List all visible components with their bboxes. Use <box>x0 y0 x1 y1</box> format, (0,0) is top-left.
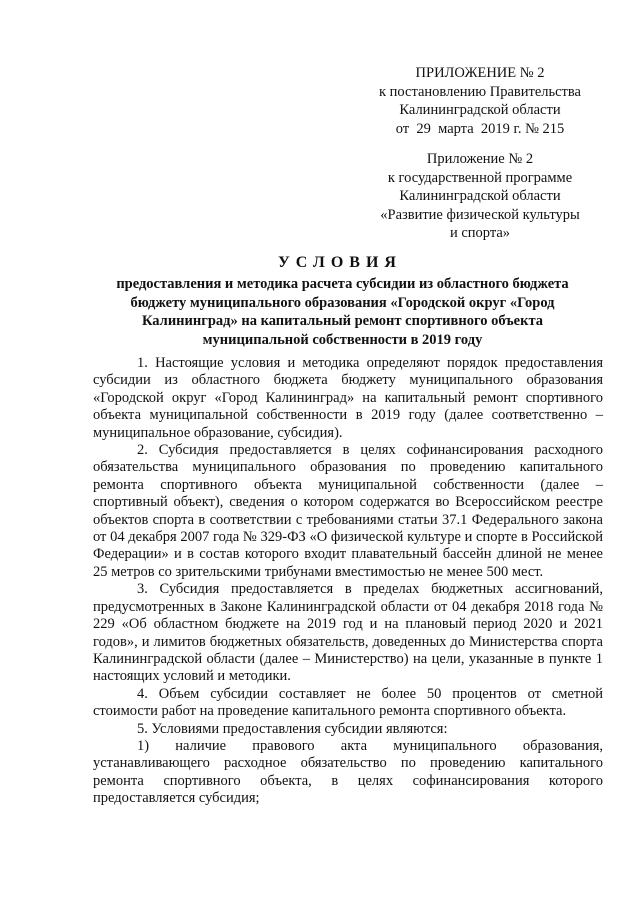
subtitle-line: муниципальной собственности в 2019 году <box>202 331 483 348</box>
document-subtitle <box>100 275 585 349</box>
appendix-line: к постановлению Правительства <box>379 83 581 100</box>
appendix-line: и спорта» <box>449 225 511 241</box>
appendix-line: к государственной программе <box>387 169 573 186</box>
subtitle-line: предоставления и методика расчета субсидии из областного бюджета <box>116 276 569 292</box>
appendix-line: Калининградской области <box>399 188 561 204</box>
subtitle-line: бюджету муниципального образования «Городской округ «Город <box>130 294 555 311</box>
appendix-line: Калининградской области <box>399 102 561 118</box>
document-title: УСЛОВИЯ <box>278 254 402 271</box>
subtitle-line: Калининград» на капитальный ремонт спортивного объекта <box>141 313 544 329</box>
paragraph-3: 3. Субсидия предоставляется в пределах бюджетных ассигнований, предусмотренных в Законе Калининградской области от 04 декабря 2018 года № 229 «Об областном бюджете на 2019 год и на плановый период 2020 и 2021 годов», и лимитов бюджетных обязательств, доведенных до Министерства спорта Калининградской области (далее – Министерство) на цели, указанные в пункте 1 настоящих условий и методики. <box>93 581 603 685</box>
appendix-government-decree <box>340 64 620 138</box>
appendix-title: Приложение № 2 <box>426 151 534 167</box>
paragraph-5-item-1: 1) наличие правового акта муниципального образования, устанавливающего расходное обязательство по проведению капитального ремонта спортивного объекта, в целях софинансирования которого предоставляется субсидия; <box>93 737 603 807</box>
paragraph-2: 2. Субсидия предоставляется в целях софинансирования расходного обязательства муниципального образования по проведению капитального ремонта спортивного объекта муниципальной собственности (далее – спортивный объект), сведения о котором содержатся во Всероссийском реестре объектов спорта в соответствии с требованиями статьи 37.1 Федерального закона от 04 декабря 2007 года № 329-ФЗ «О физической культуре и спорте в Российской Федерации» и в состав которого входит плавательный бассейн длиной не менее 25 метров со зрительскими трибунами вместимостью не менее 500 мест. <box>93 442 603 580</box>
decree-date-number: от 29 марта 2019 г. № 215 <box>395 120 565 137</box>
paragraph-4: 4. Объем субсидии составляет не более 50 процентов от сметной стоимости работ на проведение капитального ремонта спортивного объекта. <box>93 685 603 720</box>
document-body <box>93 355 603 808</box>
appendix-state-program <box>350 150 610 243</box>
appendix-line: «Развитие физической культуры <box>380 206 580 223</box>
paragraph-5: 5. Условиями предоставления субсидии являются: <box>137 720 448 737</box>
paragraph-1: 1. Настоящие условия и методика определяют порядок предоставления субсидии из областного бюджета бюджету муниципального образования «Городской округ «Город Калининград» на капитальный ремонт спортивного объекта муниципальной собственности в 2019 году (далее соответственно – муниципальное образование, субсидия). <box>93 355 603 441</box>
appendix-title: ПРИЛОЖЕНИЕ № 2 <box>415 65 545 81</box>
